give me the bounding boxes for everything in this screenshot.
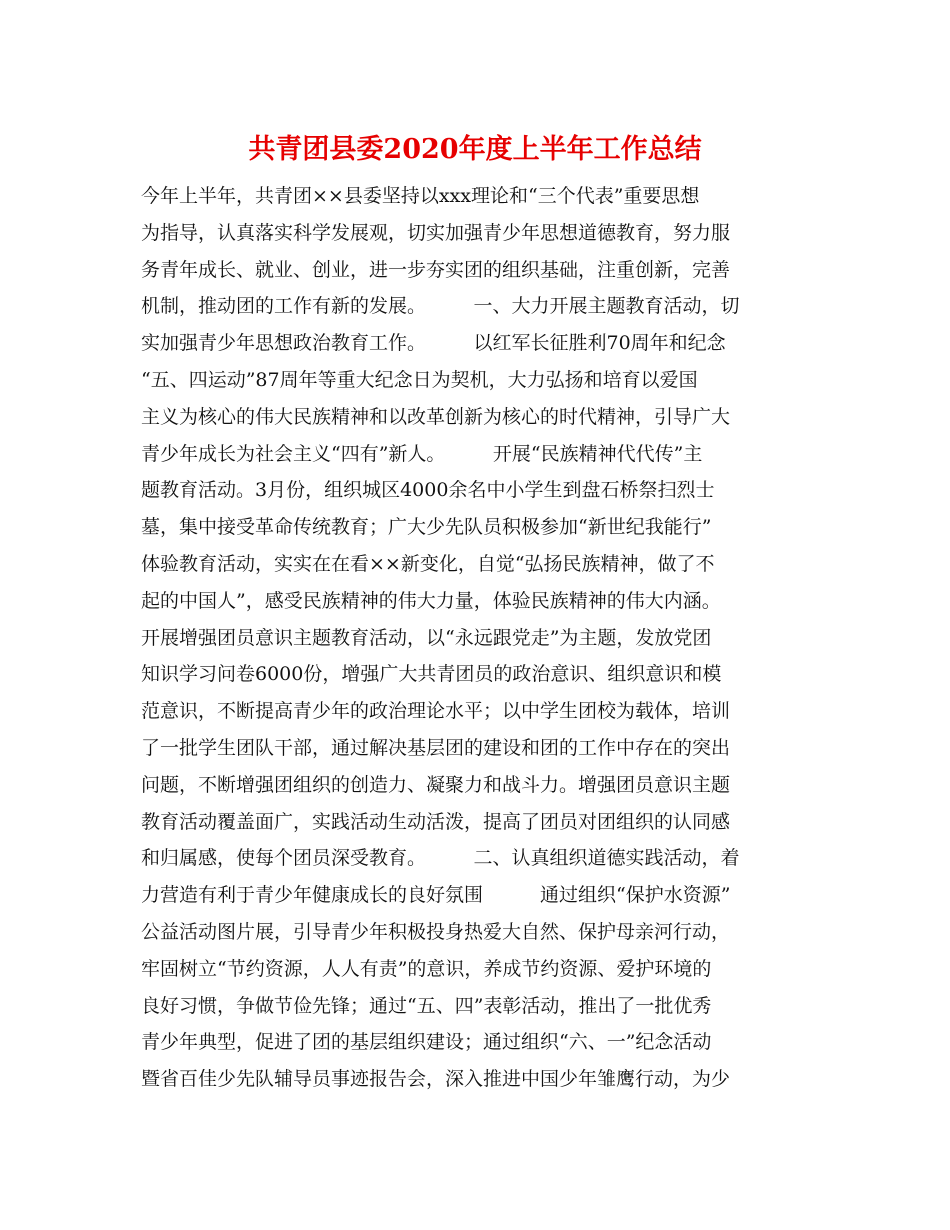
body-line: 力营造有利于青少年健康成长的良好氛围 通过组织“保护水资源” (141, 884, 731, 907)
body-line: 今年上半年，共青团××县委坚持以xxx理论和“三个代表”重要思想 (141, 185, 700, 207)
body-line: 良好习惯，争做节俭先锋；通过“五、四”表彰活动，推出了一批优秀 (141, 994, 712, 1017)
body-line: 牢固树立“节约资源，人人有责”的意识，养成节约资源、爱护环境的 (141, 957, 712, 980)
body-line: 为指导，认真落实科学发展观，切实加强青少年思想道德教育，努力服 (141, 221, 731, 244)
body-line: 教育活动覆盖面广，实践活动生动活泼，提高了团员对团组织的认同感 (141, 810, 731, 833)
document-body (141, 178, 821, 1098)
body-line: 和归属感，使每个团员深受教育。 二、认真组织道德实践活动，着 (141, 847, 740, 870)
body-line: 青少年典型，促进了团的基层组织建设；通过组织“六、一”纪念活动 (141, 1031, 712, 1054)
body-line: 务青年成长、就业、创业，进一步夯实团的组织基础，注重创新，完善 (141, 258, 731, 281)
body-line: 起的中国人”，感受民族精神的伟大力量，体验民族精神的伟大内涵。 (141, 589, 721, 612)
body-line: 公益活动图片展，引导青少年积极投身热爱大自然、保护母亲河行动， (141, 920, 731, 943)
body-line: 实加强青少年思想政治教育工作。 以红军长征胜利70周年和纪念 (141, 332, 726, 355)
body-line: “五、四运动”87周年等重大纪念日为契机，大力弘扬和培育以爱国 (141, 368, 698, 391)
body-line: 知识学习问卷6000份，增强广大共青团员的政治意识、组织意识和模 (141, 663, 722, 686)
body-line: 青少年成长为社会主义“四有”新人。 开展“民族精神代代传”主 (141, 442, 703, 465)
body-line: 机制，推动团的工作有新的发展。 一、大力开展主题教育活动，切 (141, 295, 740, 318)
body-line: 问题，不断增强团组织的创造力、凝聚力和战斗力。增强团员意识主题 (141, 773, 731, 796)
body-line: 开展增强团员意识主题教育活动，以“永远跟党走”为主题，发放党团 (141, 626, 712, 649)
body-line: 墓，集中接受革命传统教育；广大少先队员积极参加“新世纪我能行” (141, 516, 712, 539)
body-line: 主义为核心的伟大民族精神和以改革创新为核心的时代精神，引导广大 (141, 405, 731, 428)
body-line: 暨省百佳少先队辅导员事迹报告会，深入推进中国少年雏鹰行动，为少 (141, 1068, 731, 1091)
body-line: 范意识，不断提高青少年的政治理论水平；以中学生团校为载体，培训 (141, 700, 731, 723)
body-line: 体验教育活动，实实在在看××新变化，自觉“弘扬民族精神，做了不 (141, 552, 715, 575)
document-title: 共青团县委2020年度上半年工作总结 (248, 134, 702, 165)
body-line: 了一批学生团队干部，通过解决基层团的建设和团的工作中存在的突出 (141, 736, 731, 759)
body-line: 题教育活动。3月份，组织城区4000余名中小学生到盘石桥祭扫烈士 (141, 479, 715, 502)
